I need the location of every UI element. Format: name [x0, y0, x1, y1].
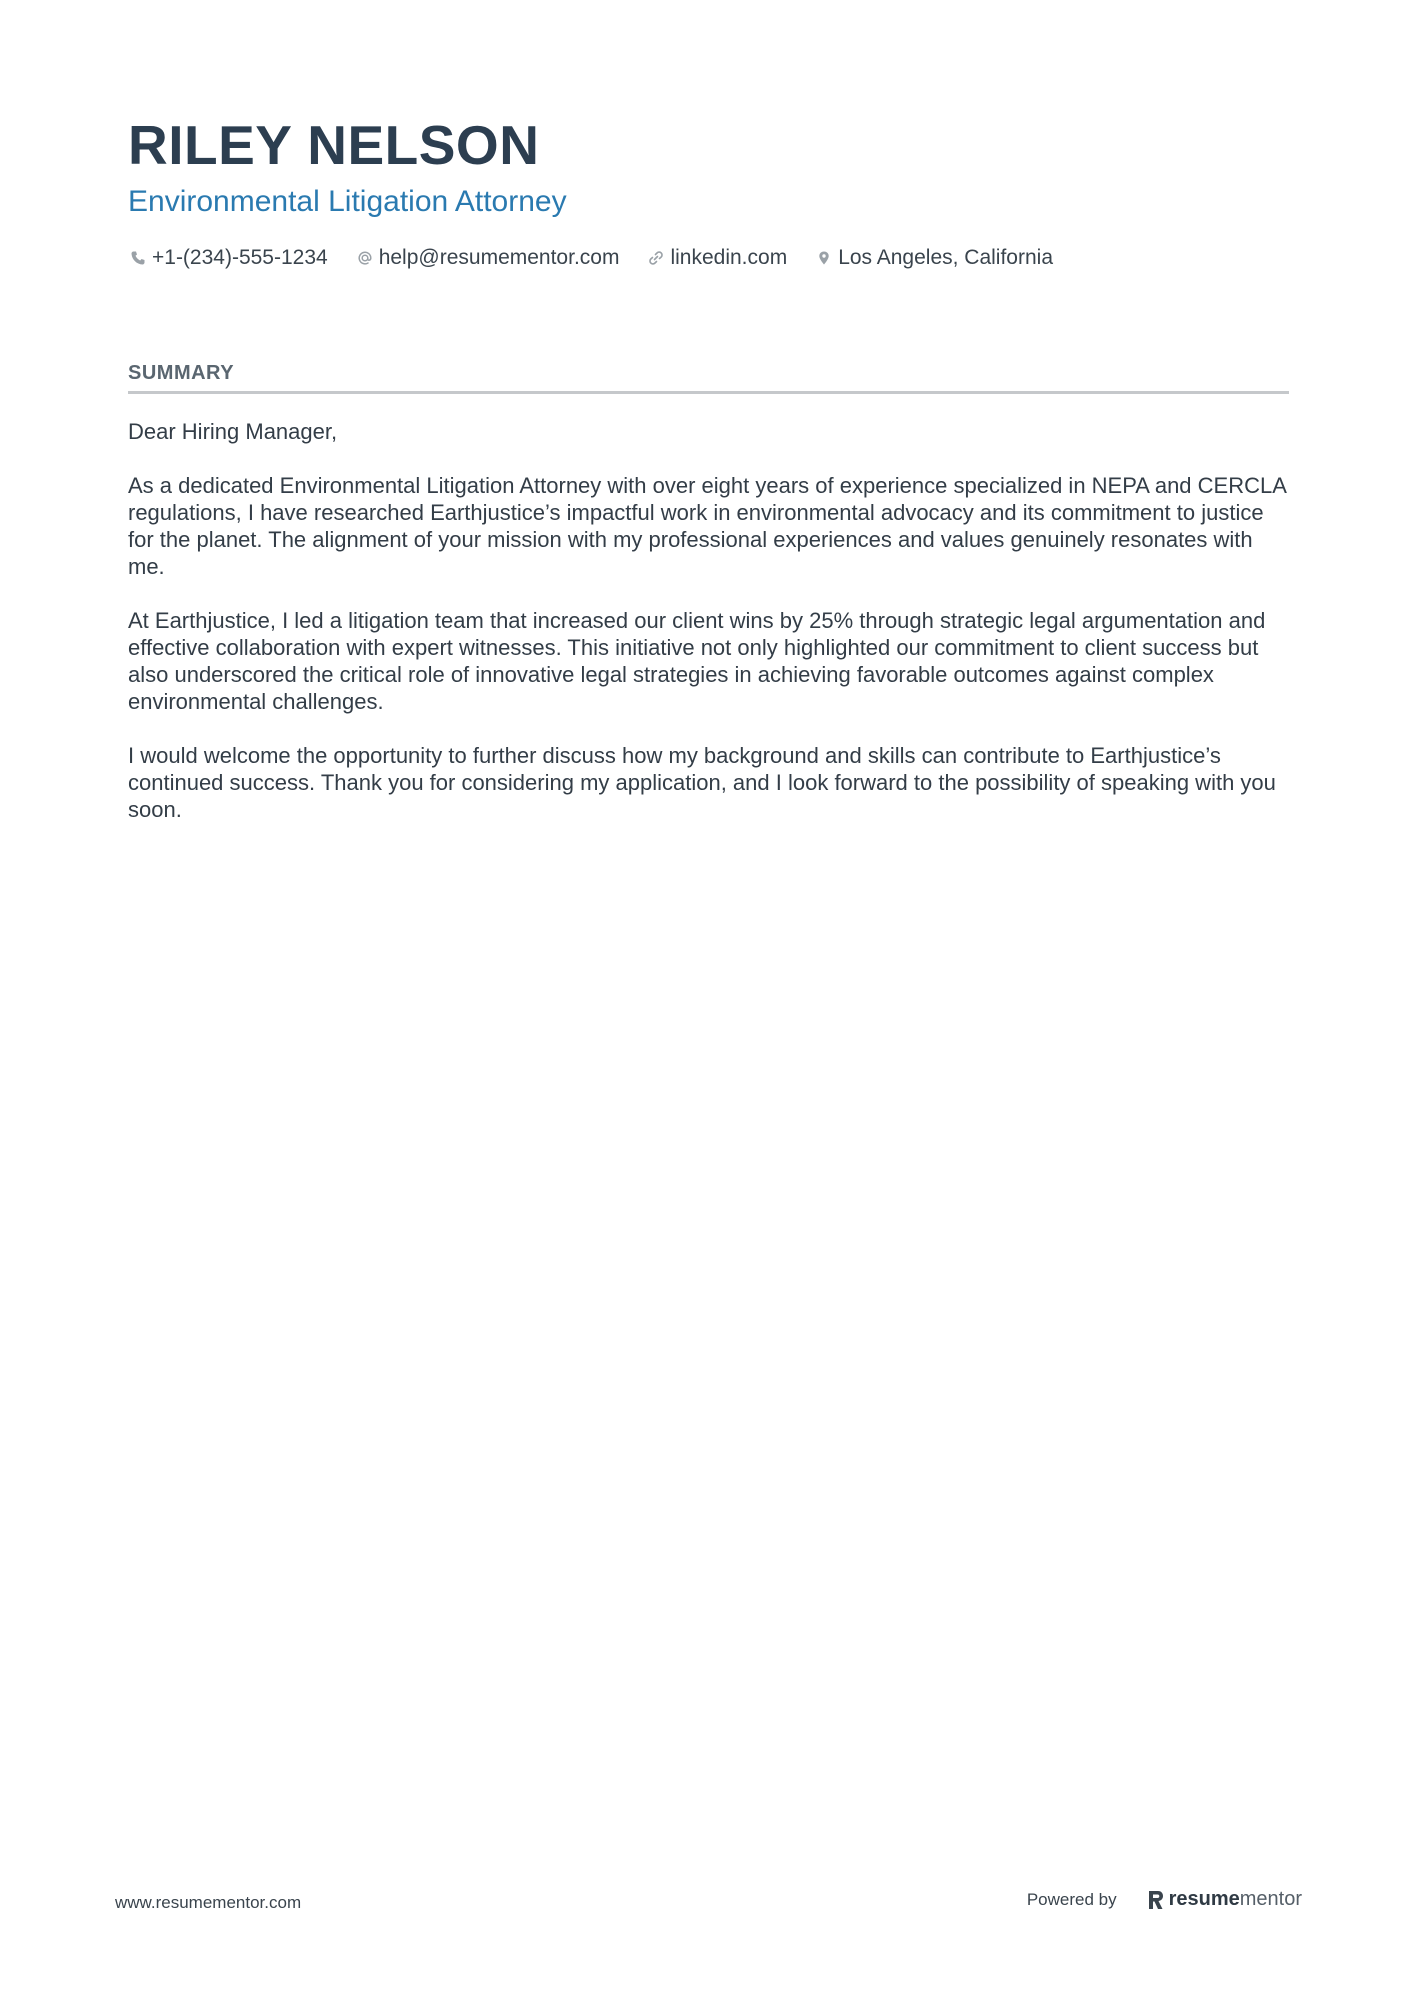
contact-email: [355, 244, 620, 272]
job-title: Environmental Litigation Attorney: [128, 185, 567, 218]
brand-logo[interactable]: [1147, 1888, 1302, 1911]
summary-section: [128, 360, 1289, 850]
linkedin-text[interactable]: linkedin.com: [670, 246, 788, 269]
contact-row: [128, 244, 1288, 272]
brand-name-part1: resume: [1168, 1888, 1240, 1910]
contact-location: [814, 244, 1053, 272]
resumementor-logo-icon: [1147, 1889, 1165, 1911]
contact-linkedin: [646, 244, 787, 272]
footer-branding: [1027, 1888, 1302, 1911]
phone-icon: [128, 248, 148, 268]
location-text: Los Angeles, California: [838, 246, 1054, 269]
section-heading: SUMMARY: [128, 360, 1289, 394]
map-pin-icon: [814, 248, 834, 268]
cover-letter-body: [128, 418, 1289, 823]
footer-website[interactable]: www.resumementor.com: [115, 1893, 302, 1912]
paragraph-2: At Earthjustice, I led a litigation team that increased our client wins by 25% through strategic legal argumentation and effective collaboration with expert witnesses. This initiative not only highlighted our commitment to client success but also underscored the critical role of innovative legal strategies in achieving favorable outcomes against complex environmental challenges.: [128, 608, 1266, 714]
email-text[interactable]: help@resumementor.com: [378, 246, 620, 269]
at-sign-icon: [355, 248, 375, 268]
candidate-name: RILEY NELSON: [128, 114, 540, 176]
powered-by-label: Powered by: [1026, 1889, 1117, 1909]
link-icon: [646, 248, 666, 268]
greeting: Dear Hiring Manager,: [128, 419, 338, 444]
phone-text[interactable]: +1-(234)-555-1234: [152, 246, 328, 269]
brand-name-part2: mentor: [1239, 1888, 1302, 1910]
header: [128, 112, 1288, 272]
paragraph-3: I would welcome the opportunity to further discuss how my background and skills can contribute to Earthjustice’s continued success. Thank you for considering my application, and I look forward to the possibility of speaking with you soon.: [128, 743, 1276, 822]
contact-phone: [128, 244, 328, 272]
paragraph-1: As a dedicated Environmental Litigation Attorney with over eight years of experience specialized in NEPA and CERCLA regulations, I have researched Earthjustice’s impactful work in environmental advocacy and its commitment to justice for the planet. The alignment of your mission with my professional experiences and values genuinely resonates with me.: [128, 473, 1286, 579]
